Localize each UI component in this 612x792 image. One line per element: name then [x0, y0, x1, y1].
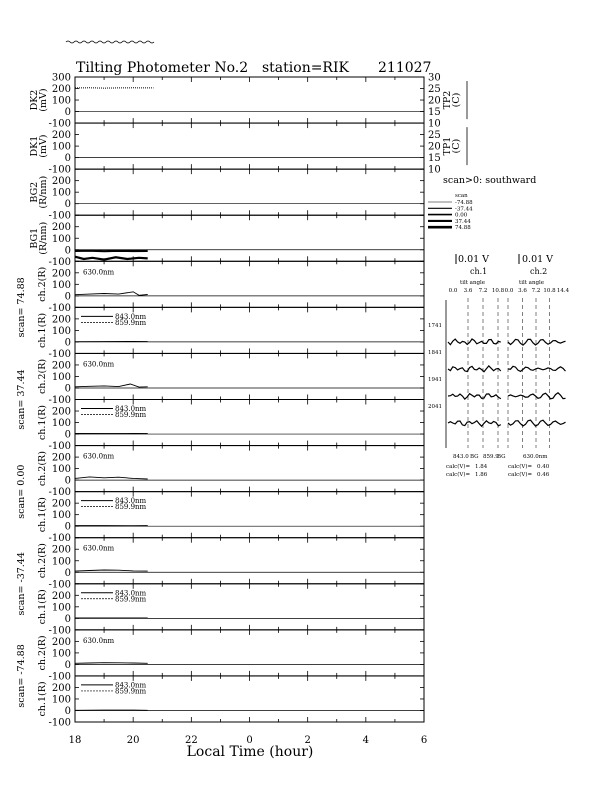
panel-wavelength-label-s3c2: 630.0nm [83, 452, 115, 461]
panel-wavelength-label-s2c2: 630.0nm [83, 360, 115, 369]
right-tick-label-dk1: 10 [428, 164, 441, 176]
y-tick-label-s1c1: 0 [64, 337, 71, 349]
inset-ch2-tick-label: 7.2 [531, 288, 541, 294]
y-tick-label-bg2: 0 [64, 199, 71, 211]
y-tick-label-s1c1: 200 [51, 314, 71, 326]
y-tick-label-s3c2: 100 [51, 464, 71, 476]
station-label: station=RIK [262, 60, 349, 76]
y-tick-label-s2c2: -100 [48, 395, 71, 406]
inset-calc-label: calc(V)= [446, 464, 471, 470]
y-tick-label-bg1: 0 [64, 245, 71, 257]
y-axis-label-s3c2: ch.2(R) [37, 451, 48, 487]
y-tick-label-s4c1: -100 [48, 625, 71, 637]
y-axis-label-s5c1: ch.1(R) [37, 681, 48, 717]
y-tick-label-s1c1: 100 [51, 325, 71, 337]
inset-ch1-label: ch.1 [470, 267, 488, 276]
y-tick-label-s3c2: 200 [51, 452, 71, 464]
y-tick-label-s1c1: -100 [48, 348, 71, 360]
inset-calc-label: calc(V)= [508, 464, 533, 470]
panel-wavelength-label-s5c2: 630.0nm [83, 636, 115, 645]
y-tick-label-s3c1: 0 [64, 521, 71, 533]
y-axis-label-s4c1: ch.1(R) [37, 589, 48, 625]
inset-ch2-label: ch.2 [530, 267, 548, 276]
right-tick-label-dk1: 25 [428, 130, 441, 142]
x-tick-label: 22 [184, 735, 198, 746]
legend-label-s3c1: 843.0nm [115, 497, 147, 506]
inset-calc-value: 1.84 [475, 464, 488, 470]
y-tick-label-s1c2: 200 [51, 268, 71, 280]
y-tick-label-s2c2: 100 [51, 371, 71, 383]
inset-ch1-bottom-label: 843.0 [453, 454, 469, 460]
inset-ch1-tick-label: 3.6 [463, 288, 473, 294]
inset-ch2-tick-label: 14.4 [556, 288, 570, 294]
y-tick-label-s2c2: 200 [51, 360, 71, 372]
y-tick-label-s3c2: 0 [64, 475, 71, 487]
scan-legend-item: 74.88 [455, 225, 471, 232]
right-tick-label-dk1: 20 [428, 141, 441, 153]
right-axis-label-dk2: TP2 [442, 90, 453, 110]
inset-time-label: 1941 [428, 377, 442, 383]
x-tick-label: 18 [68, 735, 82, 746]
y-tick-label-s5c2: 100 [51, 648, 71, 660]
y-tick-label-bg1: -100 [48, 256, 71, 268]
y-tick-label-s4c2: -100 [48, 579, 71, 591]
inset-calc-value: 0.40 [537, 464, 550, 470]
right-axis-label-dk2: (C) [451, 92, 462, 108]
y-tick-label-s2c1: 100 [51, 418, 71, 430]
scan-legend-item: -37.44 [455, 206, 473, 213]
inset-ch1-tick-label: 10.8 [491, 288, 505, 294]
inset-ch1-tick-label: 0.0 [448, 288, 458, 294]
y-tick-label-dk2: 300 [51, 72, 71, 84]
y-tick-label-s1c2: -100 [48, 302, 71, 314]
panel-wavelength-label-s4c2: 630.0nm [83, 544, 115, 553]
y-axis-label-dk1: DK1 [29, 135, 40, 157]
legend-label-s5c1: 859.9nm [115, 687, 147, 696]
x-tick-label: 4 [362, 735, 370, 746]
scan-legend-title: scan>0: southward [443, 175, 537, 186]
inset-ch1-scale: 0.01 V [458, 254, 490, 265]
scan-legend-item: -74.88 [455, 200, 473, 206]
y-tick-label-s4c2: 0 [64, 567, 71, 579]
y-tick-label-bg2: -100 [48, 210, 71, 222]
y-tick-label-dk2: 100 [51, 95, 71, 107]
y-axis-label-bg2: BG2 [29, 181, 40, 203]
right-axis-label-dk1: TP1 [442, 136, 453, 156]
y-tick-label-s2c1: 0 [64, 429, 71, 441]
y-tick-label-s3c2: -100 [48, 487, 71, 499]
y-axis-label-s2c1: ch.1(R) [37, 404, 48, 441]
series-line-bg1 [75, 251, 148, 252]
y-tick-label-bg1: 200 [51, 222, 71, 234]
y-axis-label-bg1: (R/nm) [38, 221, 49, 255]
inset-ch2-bottom-label: 630.0nm [523, 454, 548, 460]
y-tick-label-s2c2: 0 [64, 383, 71, 395]
legend-label-s5c1: 843.0nm [115, 681, 147, 690]
right-tick-label-dk2: 15 [428, 107, 441, 119]
y-tick-label-s5c2: 0 [64, 659, 71, 671]
right-tick-label-dk2: 30 [428, 72, 441, 84]
y-tick-label-bg2: 200 [51, 176, 71, 188]
y-tick-label-s1c2: 100 [51, 279, 71, 291]
right-tick-label-dk2: 25 [428, 84, 441, 96]
y-tick-label-dk1: 200 [51, 130, 71, 142]
y-axis-label-s2c2: ch.2(R) [37, 358, 48, 395]
y-axis-label-s1c2: ch.2(R) [37, 266, 48, 302]
figure-title: Tilting Photometer No.2 [76, 60, 249, 76]
inset-time-label: 1841 [428, 350, 442, 356]
x-tick-label: 2 [304, 735, 311, 746]
scan-group-label: scan= -37.44 [16, 552, 27, 616]
y-tick-label-bg2: 100 [51, 187, 71, 199]
y-tick-label-s5c1: -100 [48, 717, 71, 729]
scan-group-label: scan= 74.88 [16, 277, 27, 338]
legend-label-s2c1: 859.9nm [115, 411, 147, 419]
y-tick-label-dk1: 0 [64, 153, 71, 165]
y-tick-label-s5c1: 0 [64, 705, 71, 717]
y-tick-label-s4c1: 100 [51, 602, 71, 614]
inset-ch1-tick-label: 7.2 [478, 288, 488, 294]
inset-ch1-bottom-label: 859.9 [483, 454, 499, 460]
scan-legend-header: scan [455, 193, 468, 199]
inset-calc-label: calc(V)= [508, 472, 533, 478]
y-tick-label-s4c1: 0 [64, 613, 71, 625]
inset-calc-label: calc(V)= [446, 472, 471, 478]
scan-group-label: scan= 37.44 [16, 369, 27, 430]
scan-group-label: scan= -74.88 [16, 644, 27, 708]
right-tick-label-dk2: 10 [428, 118, 441, 130]
legend-label-s2c1: 843.0nm [115, 405, 147, 413]
legend-label-s4c1: 859.9nm [115, 595, 147, 604]
y-tick-label-s4c2: 100 [51, 556, 71, 568]
inset-ch1-bottom-label: BG [470, 454, 479, 460]
y-tick-label-s5c2: 200 [51, 636, 71, 648]
inset-ch2-tick-label: 0.0 [504, 288, 514, 294]
right-tick-label-dk2: 20 [428, 95, 441, 107]
y-axis-label-bg2: (R/nm) [38, 175, 49, 209]
y-tick-label-s5c1: 100 [51, 694, 71, 706]
scan-legend-item: 0.00 [455, 212, 468, 219]
inset-calc-value: 1.86 [475, 472, 488, 478]
right-tick-label-dk1: 15 [428, 153, 441, 165]
y-tick-label-s2c1: 200 [51, 406, 71, 418]
y-axis-label-dk2: (mV) [38, 88, 49, 112]
scan-legend-item: 37.44 [455, 218, 471, 225]
date-label: 211027 [378, 60, 432, 76]
legend-label-s4c1: 843.0nm [115, 589, 147, 598]
y-axis-label-s5c2: ch.2(R) [37, 635, 48, 671]
y-tick-label-s3c1: -100 [48, 533, 71, 545]
y-tick-label-s1c2: 0 [64, 291, 71, 303]
y-tick-label-bg1: 100 [51, 233, 71, 245]
y-tick-label-s5c1: 200 [51, 682, 71, 694]
inset-time-label: 2041 [428, 404, 442, 410]
scan-group-label: scan= 0.00 [16, 464, 27, 519]
y-tick-label-dk2: 200 [51, 84, 71, 96]
x-tick-label: 0 [246, 735, 253, 746]
y-tick-label-dk2: -100 [48, 118, 71, 130]
y-axis-label-s3c1: ch.1(R) [37, 497, 48, 533]
y-tick-label-s3c1: 200 [51, 498, 71, 510]
y-tick-label-dk2: 0 [64, 107, 71, 119]
y-axis-label-dk2: DK2 [29, 89, 40, 111]
y-tick-label-s4c1: 200 [51, 590, 71, 602]
y-axis-label-bg1: BG1 [29, 227, 40, 249]
y-tick-label-dk1: 100 [51, 141, 71, 153]
y-tick-label-dk1: -100 [48, 164, 71, 176]
y-axis-label-s4c2: ch.2(R) [37, 543, 48, 579]
inset-ch2-bottom-label: BG [497, 454, 506, 460]
inset-ch2-scale: 0.01 V [522, 254, 554, 265]
x-tick-label: 6 [420, 735, 428, 746]
x-tick-label: 20 [126, 735, 140, 746]
inset-ch1-tilt-label: tilt angle [460, 280, 486, 286]
right-axis-label-dk1: (C) [451, 138, 462, 154]
y-axis-label-dk1: (mV) [38, 134, 49, 158]
legend-label-s1c1: 859.9nm [115, 318, 147, 327]
inset-ch2-tick-label: 10.8 [543, 288, 556, 294]
panel-wavelength-label-s1c2: 630.0nm [83, 268, 115, 277]
y-tick-label-s4c2: 200 [51, 544, 71, 556]
inset-calc-value: 0.46 [537, 472, 550, 478]
inset-ch2-tick-label: 3.6 [518, 288, 527, 294]
y-axis-label-s1c1: ch.1(R) [37, 312, 48, 348]
legend-label-s1c1: 843.0nm [115, 312, 147, 321]
legend-label-s3c1: 859.9nm [115, 503, 147, 512]
inset-ch2-tilt-label: tilt angle [519, 280, 545, 286]
y-tick-label-s2c1: -100 [48, 441, 71, 453]
y-tick-label-s5c2: -100 [48, 671, 71, 683]
y-tick-label-s3c1: 100 [51, 510, 71, 522]
inset-time-label: 1741 [428, 323, 442, 329]
x-axis-label: Local Time (hour) [186, 744, 314, 760]
